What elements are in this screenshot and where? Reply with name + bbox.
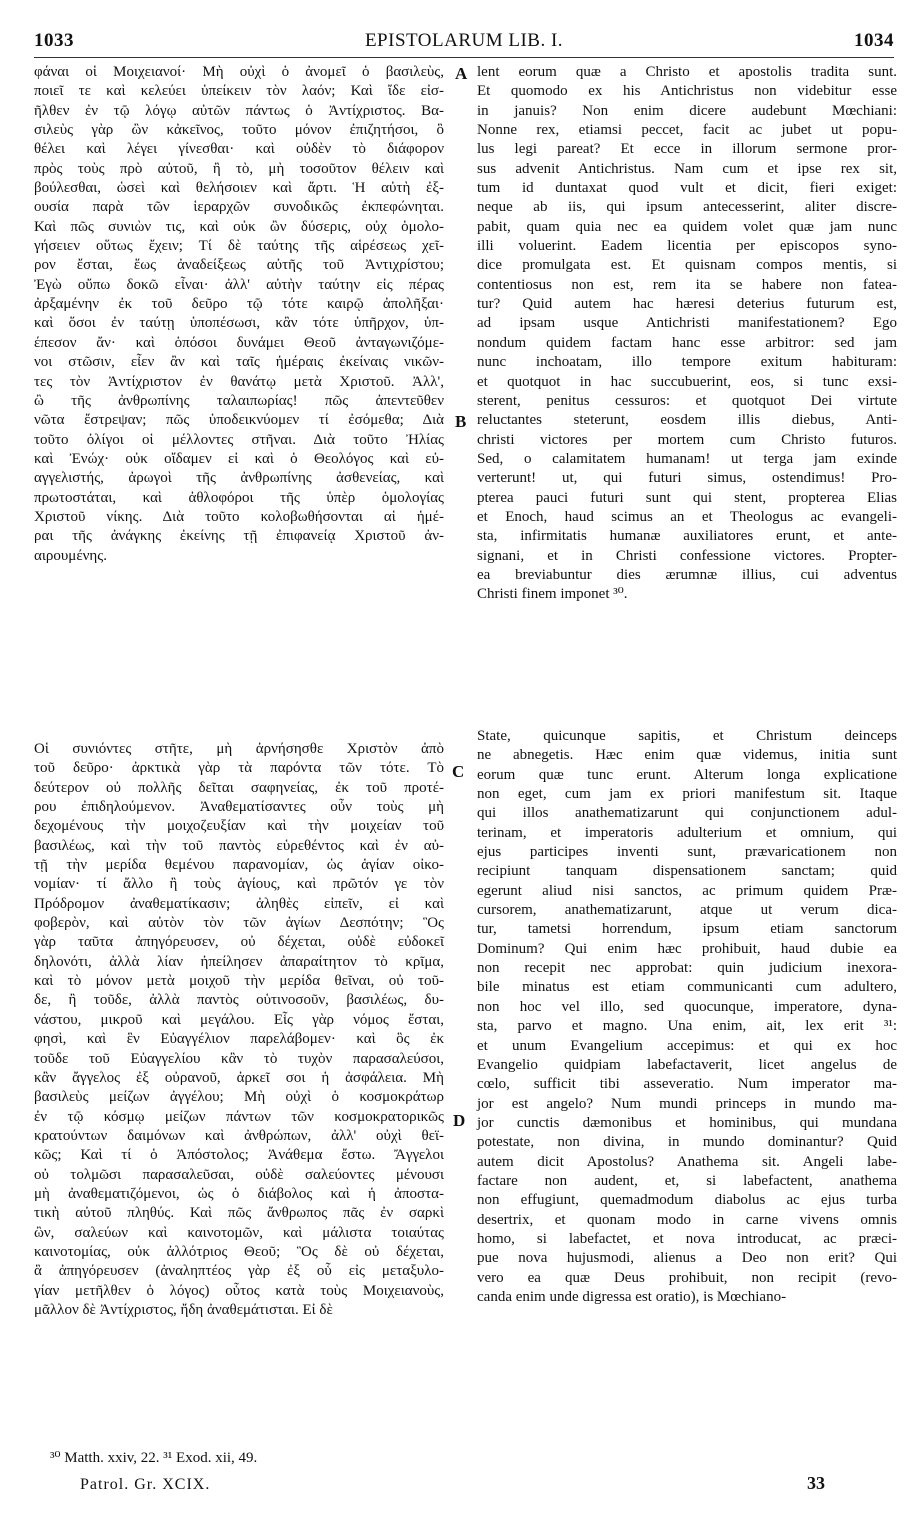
text-line: φησὶ, καὶ ἓν Εὐαγγέλιον παρελάβομεν· καὶ ὃς ἐκ: [34, 1031, 444, 1048]
text-line: non effugiunt, quemadmodum diabolus ac ejus turba: [477, 1192, 897, 1209]
text-line: πρωτοστάται, καὶ ἀθλοφόροι τῆς ὑπὲρ ὁμολογίας: [34, 489, 444, 506]
text-line: et quotquot in hac succubuerint, eos, si tunc exsi-: [477, 373, 897, 390]
text-line: ὢ τῆς ἀνθρωπίνης ταλαιπωρίας! πῶς ἀπεντεῦθεν: [34, 392, 444, 409]
text-line: Et quomodo ex his Antichristus non videbitur esse: [477, 83, 897, 100]
text-line: δεχομένους τὴν μοιχοζευξίαν καὶ τὴν μοιχείαν τοῦ: [34, 818, 444, 835]
text-line: βούλεσθαι, ὡσεὶ καὶ θελήσοιεν καὶ ἄρτι. Ἡ αὐτὴ ἐξ-: [34, 180, 444, 197]
margin-marker-d: D: [453, 1111, 466, 1130]
text-line: γήσειεν οὕτως ἔχειν; Τί δὲ ταύτης τῆς αἱρέσεως χεῖ-: [34, 238, 444, 255]
text-line: ad ipsam usque Antichristi manifestationem? Ego: [477, 315, 897, 332]
text-line: verterunt! ut, qui futuri simus, ostendimus! Pro-: [477, 470, 897, 487]
text-line: Καὶ πῶς συνιὼν τις, καὶ οὐκ ὢν δύσερις, οὐχ ὁμολο-: [34, 218, 444, 235]
text-line: τοῦτο ὀλίγοι οἱ μέλλοντες στῆναι. Διὰ τοῦτο Ἠλίας: [34, 431, 444, 448]
text-line: non hoc vel illo, sed quocunque, imperatore, dyna-: [477, 998, 897, 1015]
signature-mark: Patrol. Gr. XCIX.: [80, 1476, 211, 1493]
text-line: γὰρ ταῦτα ἀπηγόρευσεν, οὐ δέχεται, οὐδὲ εὐδοκεῖ: [34, 934, 444, 951]
text-line: illi voluerint. Eadem licentia per episcopos syno-: [477, 238, 897, 255]
text-line: αγγελιστής, ἀρωγοὶ τῆς ἀνθρωπίνης ἀσθενείας, καὶ: [34, 470, 444, 487]
text-line: non eget, cum jam ex priori manifestum sit. Itaque: [477, 786, 897, 803]
text-line: Nonne rex, etiamsi peccet, facit ac jubet ut popu-: [477, 122, 897, 139]
text-line: jor cunctis dæmonibus et hominibus, qui mundana: [477, 1114, 897, 1131]
text-line: potestate, non divina, in mundo dominantur? Quid: [477, 1134, 897, 1151]
page-number-left: 1033: [34, 30, 74, 51]
text-line: Πρόδρομον ἀναθεματίκασιν; ἀληθὲς εἰπεῖν, εἰ καὶ: [34, 895, 444, 912]
text-line: ῆλθεν ἐν τῷ λόγῳ αὐτῶν πάντως ὁ Ἀντίχριστος. Βα-: [34, 102, 444, 119]
text-line: Christi finem imponet ³⁰.: [477, 586, 628, 603]
text-line: jor est angelo? Num mundi princeps in mundo ma-: [477, 1095, 897, 1112]
text-line: bile minatus est etiam communicanti cum adultero,: [477, 979, 897, 996]
text-line: in januis? Non enim dicere audebunt Mœchiani:: [477, 102, 897, 119]
running-header: [34, 30, 894, 58]
text-line: δεύτερον οὐ πολλῆς δεῖται σαφηνείας, ἐκ τοῦ προτέ-: [34, 779, 444, 796]
text-line: canda enim unde digressa est oratio), is Mœchiano-: [477, 1288, 787, 1305]
text-line: Evangelio quidpiam labefactaverit, licet angelus de: [477, 1056, 897, 1073]
text-line: egerunt aliud nisi sanctos, ac primum quidem Præ-: [477, 882, 897, 899]
text-line: ἐν τῷ κόσμῳ μείζων πάντων τῶν κοσμοκρατορικῶς: [34, 1108, 444, 1125]
margin-marker-a: A: [455, 64, 468, 83]
text-line: ραι τῆς ἀνάγκης ἐκείνης τῇ ἐπιφανείᾳ Χριστοῦ ἀν-: [34, 528, 444, 545]
text-line: cœlo, sufficit tibi asseveratio. Num imperator ma-: [477, 1076, 897, 1093]
text-line: ne abnegetis. Hæc enim quæ videmus, initia sunt: [477, 747, 897, 764]
text-line: τοῦ δεῦρο· ἀρκτικὰ γὰρ τὰ παρόντα τῶν τότε. Τὸ: [34, 760, 444, 777]
text-line: δε, ἢ τοῦδε, ἀλλὰ παντὸς οὑτινοσοῦν, βασιλέως, δυ-: [34, 992, 444, 1009]
text-line: sta, infirmitatis humanæ auxiliatores erunt, et ante-: [477, 528, 897, 545]
margin-marker-c: C: [452, 762, 465, 781]
text-line: ποιεῖ τε καὶ κελεύει ὑπείκειν τὸν λαόν; Καὶ ἴδε εἰσ-: [34, 83, 444, 100]
text-line: vero ea quæ Deus prohibuit, non recipit (revo-: [477, 1269, 897, 1286]
text-line: ουσία παρὰ τῶν ἱεραρχῶν συνοδικῶς ἐκπεφώνηται.: [34, 199, 444, 216]
text-line: μὴ ἀναθεματιζόμενοι, ὡς ὁ διάβολος καὶ ἡ ἀποστα-: [34, 1185, 444, 1202]
latin-column-block-2: [477, 727, 897, 1307]
text-line: τες τὸν Ἀντίχριστον ἐν θανάτῳ μετὰ Χριστοῦ. Ἀλλ',: [34, 373, 444, 390]
text-line: αιρουμένης.: [34, 547, 107, 564]
text-line: ὢν, σαλεύων καὶ καινοτομῶν, καὶ μάλιστα τοιαύτας: [34, 1224, 444, 1241]
text-line: βασιλεὺς μείζων ἀγγέλου; Μὴ οὐχὶ ὁ κοσμοκράτωρ: [34, 1089, 444, 1106]
text-line: ea breviabuntur dies ærumnæ illius, cui adventus: [477, 566, 897, 583]
text-line: σιλεὺς γὰρ ὢν κἀκεῖνος, τοῦτο μόνον ἐπιζητήσοι, ὃ: [34, 122, 444, 139]
text-line: τικὴ αὐτοῦ πληθύς. Καὶ πῶς ἄνθρωπος πᾶς ἐν σαρκὶ: [34, 1205, 444, 1222]
text-line: pue nova hujusmodi, alienus a Deo non erit? Qui: [477, 1250, 897, 1267]
signature-number: 33: [807, 1473, 825, 1493]
text-line: desertrix, et quonam modo in carne vivens omnis: [477, 1211, 897, 1228]
greek-column-block-2: [34, 740, 444, 1320]
text-line: πρὸς τοὺς πρὸ αὐτοῦ, ἢ τὸ, μὴ τοσοῦτον θέλειν καὶ: [34, 160, 444, 177]
footnotes: ³⁰ Matth. xxiv, 22. ³¹ Exod. xii, 49.: [50, 1450, 258, 1466]
text-line: neque ab iis, qui ipsum antecesserint, aliter discre-: [477, 199, 897, 216]
text-line: sterent, penitus cessuros: et quotquot Dei virtute: [477, 392, 897, 409]
text-line: ejus participes inventi sunt, prævaricationem non: [477, 844, 897, 861]
page-number-right: 1034: [854, 30, 894, 51]
text-line: autem dicit Apostolus? Anathema sit. Angeli labe-: [477, 1153, 897, 1170]
latin-column-block-1: [477, 63, 897, 605]
text-line: Sed, o calamitatem humanam! ut terga jam exinde: [477, 450, 897, 467]
text-line: tum id duntaxat quod vult et dicit, fieri exiget:: [477, 180, 897, 197]
text-line: contentiosus non est, rem ita se habere non fatea-: [477, 276, 897, 293]
text-line: κἂν ἄγγελος ἐξ οὐρανοῦ, ἀρκεῖ σοι ἡ ἀσφάλεια. Μὴ: [34, 1069, 444, 1086]
text-line: homo, si labefactet, et nova introducat, ac præci-: [477, 1230, 897, 1247]
text-line: Ἐγὼ οὔπω δοκῶ εἶναι· ἀλλ' αὐτὴν ταύτην εἰς πέρας: [34, 276, 444, 293]
text-line: νάστου, μικροῦ καὶ μεγάλου. Εἷς γὰρ νόμος ἔσται,: [34, 1011, 444, 1028]
greek-column-block-1: [34, 63, 444, 566]
text-line: christi victores per mortem cum Christo futuros.: [477, 431, 897, 448]
margin-marker-b: B: [455, 412, 467, 431]
text-line: pterea pauci futuri sunt qui stent, propterea Elias: [477, 489, 897, 506]
text-line: sta, parvo et magno. Una enim, ait, lex erit ³¹:: [477, 1018, 897, 1035]
text-line: reluctantes steterunt, eosdem illis diebus, Anti-: [477, 412, 897, 429]
text-line: factare non audent, et, si labefactent, anathema: [477, 1172, 897, 1189]
text-line: Χριστοῦ νίκης. Διὰ τοῦτο κολοβωθήσονται αἱ ἡμέ-: [34, 508, 444, 525]
text-line: μᾶλλον δὲ Ἀντίχριστος, ἤδη ἀναθεμάτισται. Εἰ δὲ: [34, 1301, 333, 1318]
text-line: οὐ τολμῶσι παρασαλεῦσαι, οὐδὲ σαλεύοντες μένουσι: [34, 1166, 444, 1183]
text-line: cursorem, anathematizarunt, atque ut verum dica-: [477, 902, 897, 919]
text-line: ρον ἔσται, ἕως ἀναδείξεως αὐτῆς τοῦ Ἀντιχρίστου;: [34, 257, 444, 274]
text-line: terinam, et imperatoris adulterium et omnium, qui: [477, 824, 897, 841]
text-line: Οἱ συνιόντες στῆτε, μὴ ἀρνήσησθε Χριστὸν ἀπὸ: [34, 741, 444, 757]
text-line: καὶ τὸ μόνον μετὰ μοιχοῦ τὴν μερίδα θεῖναι, οὐ τοῦ-: [34, 973, 444, 990]
text-line: δηλονότι, ἀλλὰ λίαν ἠπείλησεν ἀπαραίτητον τὸ κρῖμα,: [34, 953, 444, 970]
text-line: tur? Quid autem hac hæresi deterius futurum est,: [477, 296, 897, 313]
text-line: State, quicunque sapitis, et Christum deinceps: [477, 728, 897, 744]
text-line: ρου ἐπιδηλούμενον. Ἀναθεματίσαντες οὖν τοὺς μὴ: [34, 799, 444, 816]
text-line: φάναι οἱ Μοιχειανοί· Μὴ οὐχὶ ὁ ἀνομεῖ ὁ βασιλεὺς,: [34, 64, 444, 80]
text-line: νοι στῶσιν, εἶεν ἂν καὶ ταῖς ἡμέραις ἐκείναις νικῶν-: [34, 354, 444, 371]
text-line: ἀρξαμένην ἐκ τοῦ δεῦρο τῷ τότε καιρῷ ἀπολῆξαι·: [34, 296, 444, 313]
text-line: καὶ Ἐνώχ· οὐκ οἴδαμεν εἰ καὶ ὁ Θεολόγος καὶ εὐ-: [34, 450, 444, 467]
text-line: καὶ ὅσοι ἐν ταύτῃ ὑποπέσωσι, κἂν τότε ὑπῆρχον, ὑπ-: [34, 315, 444, 332]
text-line: κῶς; Καὶ τί ὁ Ἀπόστολος; Ἀνάθεμα ἔστω. Ἄγγελοι: [34, 1147, 444, 1164]
text-line: lent eorum quæ a Christo et apostolis tradita sunt.: [477, 64, 897, 80]
text-line: sus advenit Antichristus. Nam cum et ipse rex sit,: [477, 160, 897, 177]
text-line: καινοτομίας, οὐκ ἀλλότριος Θεοῦ; Ὃς δὲ οὐ δέχεται,: [34, 1243, 444, 1260]
text-line: et Enoch, haud scimus an et Theologus ac evangeli-: [477, 508, 897, 525]
text-line: ἃ ἀπηγόρευσεν (ἀναληπτέος γὰρ ἐξ οὗ εἰς μεταξυλο-: [34, 1263, 444, 1280]
text-line: et unum Evangelium accepimus: et qui ex hoc: [477, 1037, 897, 1054]
text-line: τῇ τὴν μερίδα θεμένου παρανομίαν, ὡς ἁγίαν οἰκο-: [34, 857, 444, 874]
text-line: έπεσον ἄν· καὶ ὁπόσοι δυνάμει Θεοῦ ἀνταγωνιζόμε-: [34, 334, 444, 351]
text-line: νῶτα ἔστρεψαν; πῶς ὑποδεικνύομεν τί ἐσόμεθα; Διὰ: [34, 412, 444, 429]
header-rule: [34, 57, 894, 58]
text-line: nunc inchoatam, illo tempore exitum habituram:: [477, 354, 897, 371]
text-line: κρατούντων δαιμόνων καὶ ἀνθρώπων, ἀλλ' οὐχὶ θεϊ-: [34, 1127, 444, 1144]
text-line: lus legi pareat? Et ecce in illorum sermone pror-: [477, 141, 897, 158]
text-line: νομίαν· τί ἄλλο ἢ τοὺς ἁγίους, καὶ πρῶτόν γε τὸν: [34, 876, 444, 893]
text-line: βασιλέως, καὶ τὴν τοῦ παντὸς εὑρεθέντος καὶ ἐν αὐ-: [34, 837, 444, 854]
text-line: τοῦδε τοῦ Εὐαγγελίου κἂν τὸ τυχὸν παρασαλεύσοι,: [34, 1050, 444, 1067]
text-line: θέλει καὶ λέγει γίνεσθαι· καὶ οὐδὲν τὸ διάφορον: [34, 141, 444, 158]
text-line: nondum quidem factam hanc esse arbitror: sed jam: [477, 334, 897, 351]
text-line: non recepit nec approbat: quin judicium inexora-: [477, 960, 897, 977]
text-line: eorum quæ tunc erunt. Alterum longa explicatione: [477, 766, 897, 783]
text-line: γίαν μετῆλθεν ὁ λόγος) οὗτος κατὰ τοὺς Μοιχειανοὺς,: [34, 1282, 444, 1299]
text-line: Dominum? Qui enim hæc prohibuit, haud dubie ea: [477, 940, 897, 957]
running-title: EPISTOLARUM LIB. I.: [364, 30, 564, 51]
text-line: dice promulgata est. Et quisnam compos mentis, si: [477, 257, 897, 274]
text-line: φοβερὸν, καὶ αὐτὸν τὸν τῶν ἁγίων Δεσπότην; Ὃς: [34, 915, 444, 932]
text-line: pabit, quam quia nec ea quidem volet quæ jam nunc: [477, 218, 897, 235]
text-line: qui illos anathematizarunt qui conjunctionem adul-: [477, 805, 897, 822]
text-line: signani, et in Christi confessione victores. Propter-: [477, 547, 897, 564]
text-line: tur, tametsi horrendum, ipsum etiam sanctorum: [477, 921, 897, 938]
text-line: recipiunt tanquam dispensationem sanctam; quid: [477, 863, 897, 880]
